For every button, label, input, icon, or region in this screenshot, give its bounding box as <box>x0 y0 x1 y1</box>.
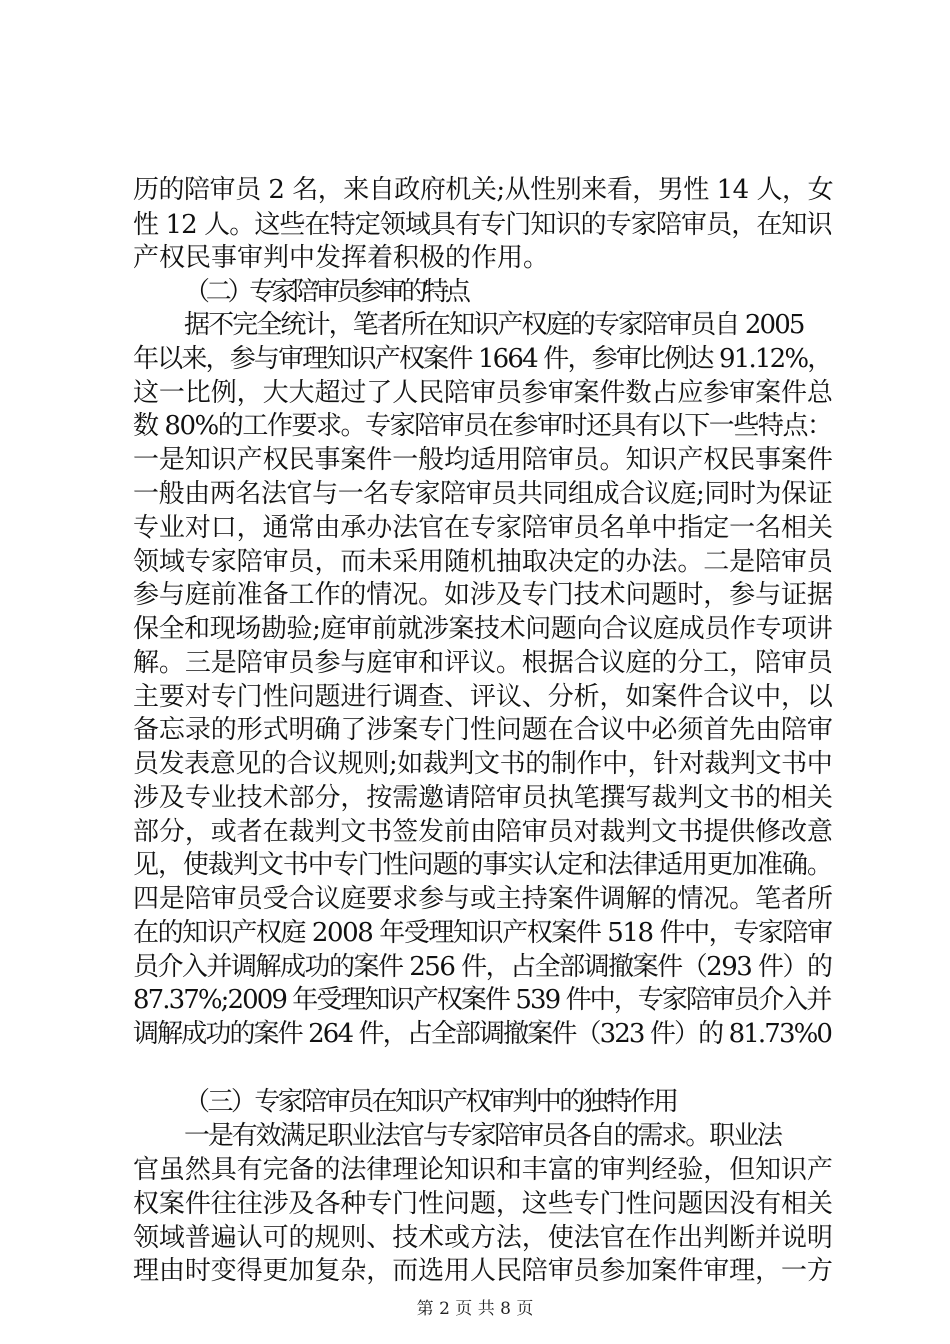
text-line: 参与庭前准备工作的情况。如涉及专门技术问题时，参与证据 <box>133 580 833 610</box>
text-line: 在的知识产权庭 2008 年受理知识产权案件 518 件中，专家陪审 <box>133 918 832 948</box>
text-line: 历的陪审员 2 名，来自政府机关;从性别来看，男性 14 人，女 <box>133 175 834 205</box>
text-line: 官虽然具有完备的法律理论知识和丰富的审判经验，但知识产 <box>133 1155 833 1185</box>
text-line: 性 12 人。这些在特定领域具有专门知识的专家陪审员，在知识 <box>133 210 832 240</box>
text-line: 87.37%;2009 年受理知识产权案件 539 件中，专家陪审员介入并 <box>133 985 831 1015</box>
text-line: 权案件往往涉及各种专门性问题，这些专门性问题因没有相关 <box>133 1189 833 1219</box>
text-line: 主要对专门性问题进行调查、评议、分析，如案件合议中，以 <box>133 682 833 712</box>
text-line: 一是有效满足职业法官与专家陪审员各自的需求。职业法 <box>184 1121 781 1151</box>
text-line: 一是知识产权民事案件一般均适用陪审员。知识产权民事案件 <box>133 445 833 475</box>
text-line: 这一比例，大大超过了人民陪审员参审案件数占应参审案件总 <box>133 378 833 408</box>
text-line: 保全和现场勘验;庭审前就涉案技术问题向合议庭成员作专项讲 <box>133 614 833 644</box>
text-line: 涉及专业技术部分，按需邀请陪审员执笔撰写裁判文书的相关 <box>133 783 833 813</box>
text-line: 解。三是陪审员参与庭审和评议。根据合议庭的分工，陪审员 <box>133 648 833 678</box>
text-line: 备忘录的形式明确了涉案专门性问题在合议中必须首先由陪审 <box>133 715 833 745</box>
text-line: 员介入并调解成功的案件 256 件，占全部调撤案件（293 件）的 <box>133 952 832 982</box>
page-number-footer: 第 2 页 共 8 页 <box>416 1299 534 1319</box>
text-line: 产权民事审判中发挥着积极的作用。 <box>133 243 550 273</box>
text-line: 领域普遍认可的规则、技术或方法，使法官在作出判断并说明 <box>133 1223 833 1253</box>
text-line: 见，使裁判文书中专门性问题的事实认定和法律适用更加准确。 <box>133 850 832 880</box>
text-line: 一般由两名法官与一名专家陪审员共同组成合议庭;同时为保证 <box>133 479 833 509</box>
text-line: 理由时变得更加复杂，而选用人民陪审员参加案件审理，一方 <box>133 1256 833 1286</box>
text-line: 员发表意见的合议规则;如裁判文书的制作中，针对裁判文书中 <box>133 749 833 779</box>
section-heading: （二）专家陪审员参审的特点 <box>184 277 467 307</box>
text-line: 据不完全统计，笔者所在知识产权庭的专家陪审员自 2005 <box>184 310 804 340</box>
text-line: 部分，或者在裁判文书签发前由陪审员对裁判文书提供修改意 <box>133 817 833 847</box>
text-line: 调解成功的案件 264 件，占全部调撤案件（323 件）的 81.73%0 <box>133 1019 832 1049</box>
text-line: 领域专家陪审员，而未采用随机抽取决定的办法。二是陪审员 <box>133 547 833 577</box>
text-line: 专业对口，通常由承办法官在专家陪审员名单中指定一名相关 <box>133 513 833 543</box>
section-heading: （三）专家陪审员在知识产权审判中的独特作用 <box>184 1087 677 1117</box>
text-line: 年以来，参与审理知识产权案件 1664 件，参审比例达 91.12%， <box>133 344 832 374</box>
text-line: 四是陪审员受合议庭要求参与或主持案件调解的情况。笔者所 <box>133 884 833 914</box>
text-line: 数 80%的工作要求。专家陪审员在参审时还具有以下一些特点： <box>133 411 832 441</box>
